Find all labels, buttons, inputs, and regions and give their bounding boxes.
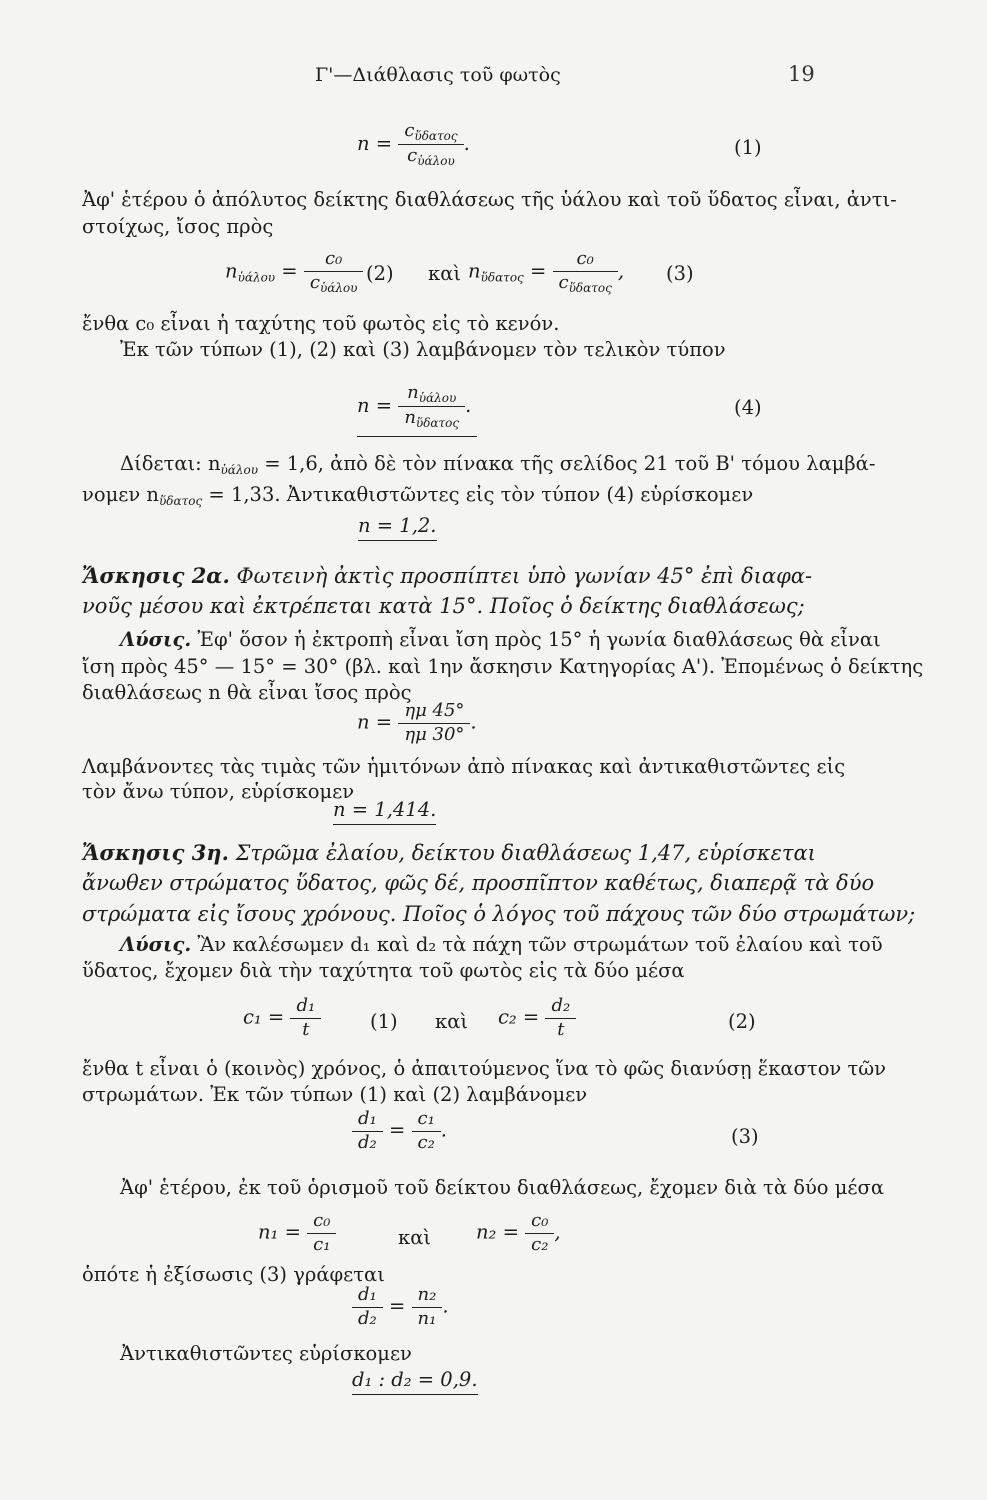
ex3-eqD-num2: n₂ xyxy=(417,1284,437,1305)
ex3-eqA-fraction1 xyxy=(290,995,321,1041)
ex3-sol-line3: ἔνθα t εἶναι ὁ (κοινὸς) χρόνος, ὁ ἀπαιτούμενος ἵνα τὸ φῶς διανύσῃ ἕκαστον τῶν xyxy=(82,1057,887,1080)
eq1-dot: . xyxy=(463,132,470,155)
ex2-eq-dot: . xyxy=(470,710,477,734)
running-title: Γ'—Διάθλασις τοῦ φωτὸς xyxy=(315,64,561,86)
p3-line2-rest: = 1,33. Ἀντικαθιστῶντες εἰς τὸν τύπον (4) εὑρίσκομεν xyxy=(208,483,754,506)
page-number: 19 xyxy=(788,62,815,86)
ex2-sol-line5: τὸν ἄνω τύπον, εὑρίσκομεν xyxy=(82,780,355,803)
ex2-solution-label: Λύσις. xyxy=(120,628,192,651)
ex3-sol-line6: ὁπότε ἡ ἐξίσωσις (3) γράφεται xyxy=(82,1263,385,1286)
eq2-fraction xyxy=(304,248,364,296)
ex3-sol-text-1: Ἂν καλέσωμεν d₁ καὶ d₂ τὰ πάχη τῶν στρωμάτων τοῦ ἐλαίου καὶ τοῦ xyxy=(197,933,883,956)
eq2-lhs-sub: ὑάλου xyxy=(237,270,276,285)
eq4-num-sub: ὑάλου xyxy=(418,391,457,405)
ex3-eqD-fraction1 xyxy=(352,1284,383,1330)
eq3-lhs: n xyxy=(468,259,481,283)
eq2-den-sub: ὑάλου xyxy=(319,280,358,295)
ex3-eqB-den2: c₂ xyxy=(417,1131,435,1153)
eq3-tag: (3) xyxy=(666,262,694,285)
ex2-eq-lhs: n = xyxy=(357,710,393,734)
eq2-lhs: n xyxy=(225,259,238,283)
ex2-statement-1: Φωτεινὴ ἀκτὶς προσπίπτει ὑπὸ γωνίαν 45° ἐπὶ διαφα- xyxy=(236,564,813,588)
ex3-eqC-den1: c₁ xyxy=(313,1233,331,1255)
ex3-eq-c2 xyxy=(498,995,576,1041)
ex2-sol-line1 xyxy=(120,630,881,650)
ex3-eqB-num1: d₁ xyxy=(358,1108,377,1129)
eq3-den: c xyxy=(558,271,569,293)
ex3-eqA-kai: καὶ xyxy=(435,1010,469,1033)
ex2-line1 xyxy=(82,565,812,587)
p3-given: Δίδεται: n xyxy=(120,452,221,475)
ex3-eqC-lhs1: n₁ = xyxy=(258,1220,301,1244)
p1-line2: στοίχως, ἴσος πρὸς xyxy=(82,215,274,238)
eq3-fraction xyxy=(553,248,618,296)
ex3-eqC-fraction1 xyxy=(307,1210,336,1256)
ex2-sol-text-1: Ἐφ' ὅσον ἡ ἐκτροπὴ εἶναι ἴση πρὸς 15° ἡ γωνία διαθλάσεως θὰ εἶναι xyxy=(197,628,881,651)
p3-line2-start: νομεν n xyxy=(82,483,159,506)
ex2-eq-fraction xyxy=(398,700,470,746)
ex2-sol-line3: διαθλάσεως n θὰ εἶναι ἴσος πρὸς xyxy=(82,681,412,704)
ex3-eqC-kai: καὶ xyxy=(398,1226,432,1249)
eq1-den-sub: ὑάλου xyxy=(417,154,455,168)
ex2-equation xyxy=(357,700,477,746)
ex2-eq-num: ημ 45° xyxy=(404,700,465,721)
eq3-num: c₀ xyxy=(576,248,594,269)
eq2-equals: = xyxy=(281,259,298,283)
p3-line1-rest: = 1,6, ἀπὸ δὲ τὸν πίνακα τῆς σελίδος 21 τοῦ Β' τόμου λαμβά- xyxy=(264,452,876,475)
p3-result: n = 1,2. xyxy=(358,514,437,541)
ex3-sol-line1 xyxy=(120,935,883,955)
ex2-sol-line2: ἴση πρὸς 45° — 15° = 30° (βλ. καὶ 1ην ἄσκησιν Κατηγορίας Α'). Ἐπομένως ὁ δείκτης xyxy=(82,655,924,678)
ex3-eqD-den1: d₂ xyxy=(358,1307,377,1329)
eq4-dot: . xyxy=(465,394,472,417)
ex3-statement-3: στρώματα εἰς ἴσους χρόνους. Ποῖος ὁ λόγος τοῦ πάχους τῶν δύο στρωμάτων; xyxy=(82,902,916,926)
ex3-eq-c1 xyxy=(243,995,321,1041)
eq1-lhs: n = xyxy=(357,132,393,155)
ex3-eqB-fraction1 xyxy=(352,1108,383,1154)
p1-line1: Ἀφ' ἑτέρου ὁ ἀπόλυτος δείκτης διαθλάσεως τῆς ὑάλου καὶ τοῦ ὕδατος εἶναι, ἀντι- xyxy=(82,188,897,211)
eq3-equals: = xyxy=(529,259,547,283)
ex3-eqA-den2: t xyxy=(557,1018,565,1040)
ex3-eqC-num2: c₀ xyxy=(531,1210,549,1231)
eq4-den: n xyxy=(404,407,416,428)
ex3-eq-n1 xyxy=(258,1210,336,1256)
p3-line2 xyxy=(82,485,753,507)
eq4-tag: (4) xyxy=(734,396,762,419)
eq2-num: c₀ xyxy=(325,248,343,269)
eq3-lhs-sub: ὕδατος xyxy=(480,270,524,285)
eq1-den: c xyxy=(407,145,418,166)
equation-4 xyxy=(357,382,471,431)
ex3-eqB-num2: c₁ xyxy=(417,1108,435,1129)
eq2-den: c xyxy=(309,271,320,293)
ex2-result: n = 1,414. xyxy=(333,798,436,825)
ex3-eqD-dot: . xyxy=(442,1294,449,1318)
ex3-eqB-equals: = xyxy=(388,1118,406,1142)
ex2-statement-2: νοῦς μέσου καὶ ἐκτρέπεται κατὰ 15°. Ποῖος ὁ δείκτης διαθλάσεως; xyxy=(82,594,805,618)
ex3-result: d₁ : d₂ = 0,9. xyxy=(352,1368,478,1395)
eq3-comma: , xyxy=(617,259,625,283)
ex3-solution-label: Λύσις. xyxy=(120,933,192,956)
equation-2 xyxy=(225,248,363,296)
ex3-eqA-lhs1: c₁ = xyxy=(243,1005,285,1029)
ex3-eqC-fraction2 xyxy=(525,1210,554,1256)
ex3-eqB-den1: d₂ xyxy=(358,1131,377,1153)
p3-line1 xyxy=(120,454,875,476)
ex3-eq-n2 xyxy=(476,1210,561,1256)
ex3-heading: Ἄσκησις 3η. xyxy=(82,840,229,865)
ex2-heading: Ἄσκησις 2α. xyxy=(82,563,230,588)
eq3-den-sub: ὕδατος xyxy=(568,280,612,295)
ex3-sol-line2: ὕδατος, ἔχομεν διὰ τὴν ταχύτητα τοῦ φωτὸς εἰς τὰ δύο μέσα xyxy=(82,959,685,982)
ex3-eqB-tag: (3) xyxy=(731,1125,759,1148)
eq4-den-sub: ὕδατος xyxy=(415,416,460,430)
p2-line2: Ἐκ τῶν τύπων (1), (2) καὶ (3) λαμβάνομεν τὸν τελικὸν τύπον xyxy=(120,338,726,361)
eq1-tag: (1) xyxy=(734,136,762,159)
eq1-fraction xyxy=(398,120,463,169)
p3-given-sub: ὑάλου xyxy=(220,463,259,477)
eq1-num-sub: ὕδατος xyxy=(414,129,458,143)
ex3-eqA-lhs2: c₂ = xyxy=(498,1005,540,1029)
ex3-eqC-lhs2: n₂ = xyxy=(476,1220,519,1244)
ex3-eqA-num1: d₁ xyxy=(296,995,316,1016)
ex3-statement-2: ἄνωθεν στρώματος ὕδατος, φῶς δέ, προσπῖπτον καθέτως, διαπερᾷ τὰ δύο xyxy=(82,871,875,895)
ex3-sol-line5: Ἀφ' ἑτέρου, ἐκ τοῦ ὁρισμοῦ τοῦ δείκτου διαθλάσεως, ἔχομεν διὰ τὰ δύο μέσα xyxy=(120,1176,884,1199)
ex3-eqD-fraction2 xyxy=(412,1284,443,1330)
ex3-eqC-comma: , xyxy=(554,1220,561,1244)
ex3-statement-1: Στρῶμα ἐλαίου, δείκτου διαθλάσεως 1,47, εὑρίσκεται xyxy=(235,841,816,865)
p3-line2-sub: ὕδατος xyxy=(158,494,203,508)
ex3-eqA-fraction2 xyxy=(545,995,576,1041)
ex3-eqA-tag1: (1) xyxy=(370,1010,398,1033)
eq23-kai: καὶ xyxy=(428,262,462,285)
p2-line1: ἔνθα c₀ εἶναι ἡ ταχύτης τοῦ φωτὸς εἰς τὸ κενόν. xyxy=(82,312,560,335)
ex3-line1 xyxy=(82,842,816,864)
eq4-num: n xyxy=(407,382,419,403)
equation-1 xyxy=(357,120,470,169)
ex2-sol-line4: Λαμβάνοντες τὰς τιμὰς τῶν ἡμιτόνων ἀπὸ πίνακας καὶ ἀντικαθιστῶντες εἰς xyxy=(82,755,846,778)
ex3-sol-line7: Ἀντικαθιστῶντες εὑρίσκομεν xyxy=(120,1342,412,1365)
ex3-eqC-den2: c₂ xyxy=(531,1233,549,1255)
ex3-eq-3 xyxy=(352,1108,447,1154)
ex3-eqA-tag2: (2) xyxy=(728,1010,756,1033)
eq4-lhs: n = xyxy=(357,394,393,417)
ex3-eq-final xyxy=(352,1284,449,1330)
ex3-eqD-den2: n₁ xyxy=(417,1307,437,1329)
ex3-eqB-fraction2 xyxy=(412,1108,441,1154)
ex3-eqD-equals: = xyxy=(388,1294,406,1318)
eq4-underline xyxy=(357,436,477,437)
eq2-tag: (2) xyxy=(366,262,394,285)
ex3-eqC-num1: c₀ xyxy=(313,1210,331,1231)
ex3-eqD-num1: d₁ xyxy=(358,1284,377,1305)
ex2-eq-den: ημ 30° xyxy=(404,723,465,745)
ex3-eqA-den1: t xyxy=(302,1018,310,1040)
ex3-eqA-num2: d₂ xyxy=(551,995,571,1016)
eq1-num: c xyxy=(404,120,415,141)
ex3-eqB-dot: . xyxy=(440,1118,447,1142)
eq4-fraction xyxy=(398,382,465,431)
ex3-sol-line4: στρωμάτων. Ἐκ τῶν τύπων (1) καὶ (2) λαμβάνομεν xyxy=(82,1083,588,1106)
equation-3 xyxy=(468,248,624,296)
